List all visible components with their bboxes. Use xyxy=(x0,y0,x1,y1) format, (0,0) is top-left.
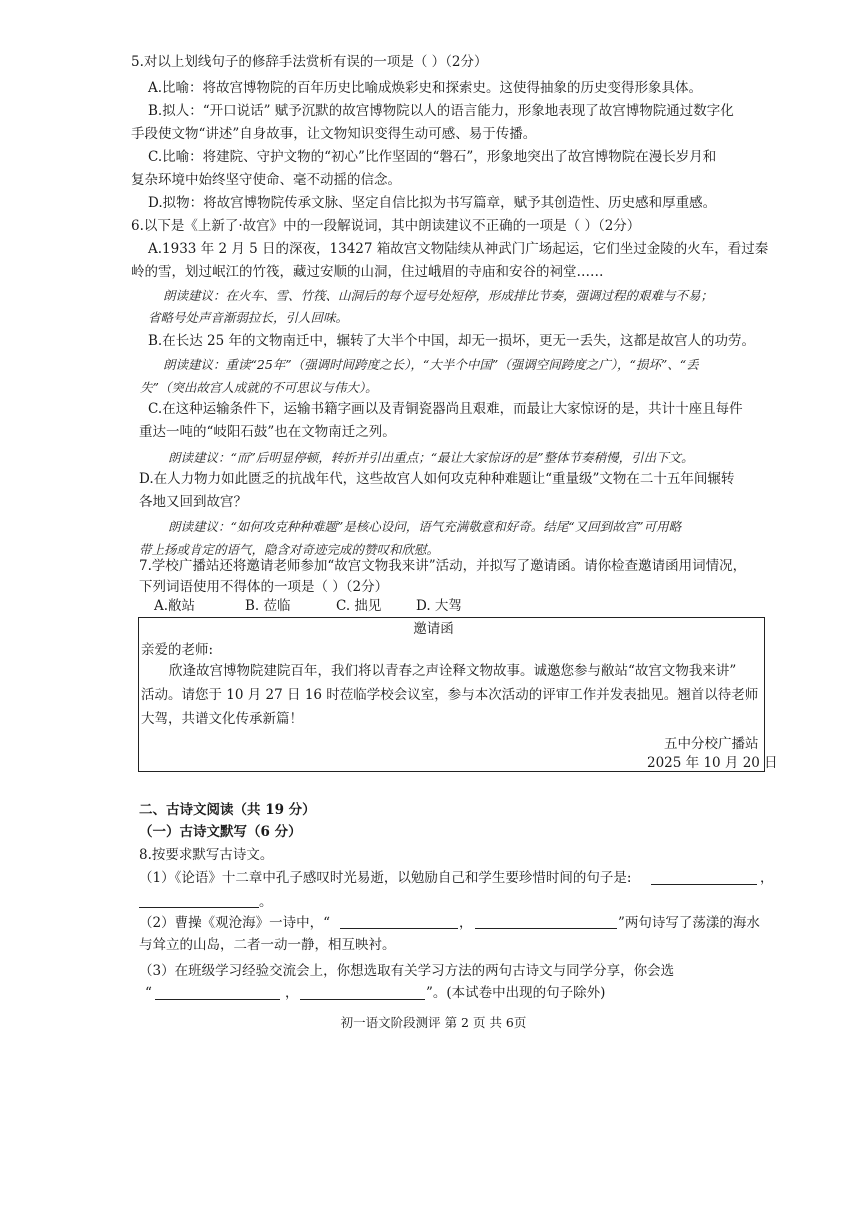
invitation-body-line1: 欣逢故宫博物院建院百年，我们将以青春之声诠释文物故事。诚邀您参与敝站“故宫文物我来讲” xyxy=(169,663,737,679)
q8-part1-text: （1）《论语》十二章中孔子感叹时光易逝，以勉励自己和学生要珍惜时间的句子是: xyxy=(139,870,632,886)
q8-part1-blank-2[interactable] xyxy=(139,893,259,908)
q5-option-d: D.拟物：将故宫博物院传承文脉、坚定自信比拟为书写篇章，赋予其创造性、历史感和厚重感。 xyxy=(148,195,717,211)
q6-stem: 6.以下是《上新了·故宫》中的一段解说词，其中朗读建议不正确的一项是（ ）（2分） xyxy=(131,218,641,234)
q8-part3-tail: ”。(本试卷中出现的句子除外) xyxy=(426,985,606,1001)
invitation-date: 2025 年 10 月 20 日 xyxy=(647,755,778,771)
q6-option-a-tip-line2: 省略号处声音渐弱拉长，引人回味。 xyxy=(148,310,349,325)
q6-option-b-tip-line2: 失”（突出故宫人成就的不可思议与伟大）。 xyxy=(140,380,378,395)
q8-part2-comma: ， xyxy=(459,915,473,931)
q6-option-c-line2: 重达一吨的“岐阳石鼓”也在文物南迁之列。 xyxy=(139,424,396,440)
q8-part3-line1: （3）在班级学习经验交流会上，你想选取有关学习方法的两句古诗文与同学分享，你会选 xyxy=(139,963,675,979)
q6-option-d-line1: D.在人力物力如此匮乏的抗战年代，这些故宫人如何攻克种种难题让“重量级”文物在二十五年间辗转 xyxy=(139,471,735,487)
q8-part1-comma: ， xyxy=(760,870,774,886)
q5-option-c-line2: 复杂环境中始终坚守使命、毫不动摇的信念。 xyxy=(131,172,401,188)
q5-stem: 5.对以上划线句子的修辞手法赏析有误的一项是（ ）（2分） xyxy=(131,54,488,70)
q8-part3-blank-1[interactable] xyxy=(155,985,280,1000)
q8-part2-tail: ”两句诗写了荡漾的海水 xyxy=(618,915,760,931)
q8-part2-blank-1[interactable] xyxy=(340,914,458,929)
q8-part1-period: 。 xyxy=(259,894,273,910)
q8-part1-blank-1[interactable] xyxy=(651,870,757,885)
invitation-signature: 五中分校广播站 xyxy=(664,736,759,752)
q7-stem-line1: 7.学校广播站还将邀请老师参加“故宫文物我来讲”活动，并拟写了邀请函。请你检查邀请函用词情况， xyxy=(139,558,747,574)
q6-option-d-tip-line1: 朗读建议：“如何攻克种种难题”是核心设问，语气充满敬意和好奇。结尾“又回到故宫”可用略 xyxy=(168,519,682,534)
q6-option-d-line2: 各地又回到故宫？ xyxy=(139,494,247,510)
q6-option-c-tip: 朗读建议：“而”后明显停顿，转折并引出重点；“最让大家惊讶的是”整体节奏稍慢，引出下文。 xyxy=(168,450,694,465)
q5-option-a: A.比喻：将故宫博物院的百年历史比喻成焕彩史和探索史。这使得抽象的历史变得形象具体。 xyxy=(148,80,703,96)
q6-option-c-line1: C.在这种运输条件下，运输书籍字画以及青铜瓷器尚且艰难，而最让大家惊讶的是，共计十座且每件 xyxy=(148,401,743,417)
invitation-body-line2: 活动。请您于 10 月 27 日 16 时莅临学校会议室，参与本次活动的评审工作并发表拙见。翘首以待老师 xyxy=(141,687,759,703)
q8-part1 xyxy=(139,869,631,887)
invitation-greeting: 亲爱的老师: xyxy=(141,642,214,658)
q8-part2-blank-2[interactable] xyxy=(475,914,617,929)
q8-part3-blank-2[interactable] xyxy=(300,985,425,1000)
q7-option-c: C. 拙见 xyxy=(336,598,382,614)
q8-part2-line2: 与耸立的山岛，二者一动一静，相互映衬。 xyxy=(139,937,396,953)
q7-option-b: B. 莅临 xyxy=(245,598,291,614)
q8-part3-open-quote: “ xyxy=(145,985,152,1001)
invitation-title: 邀请函 xyxy=(413,621,454,637)
q6-option-b-tip-line1: 朗读建议：重读“25年”（强调时间跨度之长），“大半个中国”（强调空间跨度之广），“损坏”、“丢 xyxy=(163,357,699,372)
page-footer: 初一语文阶段测评 第 2 页 共 6页 xyxy=(340,1015,527,1030)
q6-option-d-tip-line2: 带上扬或肯定的语气，隐含对奇迹完成的赞叹和欣慰。 xyxy=(139,542,440,557)
section2-title: 二、古诗文阅读（共 19 分） xyxy=(139,802,316,818)
q5-option-c-line1: C.比喻：将建院、守护文物的“初心”比作坚固的“磐石”，形象地突出了故宫博物院在漫长岁月和 xyxy=(148,149,717,165)
q5-option-b-line2: 手段使文物“讲述”自身故事，让文物知识变得生动可感、易于传播。 xyxy=(131,126,537,142)
q6-option-b: B.在长达 25 年的文物南迁中，辗转了大半个中国，却无一损坏，更无一丢失，这都是故宫人的功劳。 xyxy=(148,333,755,349)
q6-option-a-line1: A.1933 年 2 月 5 日的深夜，13427 箱故宫文物陆续从神武门广场起运，它们坐过金陵的火车，看过秦 xyxy=(148,241,769,257)
invitation-body-line3: 大驾，共谱文化传承新篇！ xyxy=(141,711,303,727)
section2-subtitle: （一）古诗文默写（6 分） xyxy=(139,824,302,840)
q6-option-a-tip-line1: 朗读建议：在火车、雪、竹筏、山洞后的每个逗号处短停，形成排比节奏，强调过程的艰难与不易； xyxy=(163,288,714,303)
q5-option-b-line1: B.拟人：“开口说话” 赋予沉默的故宫博物院以人的语言能力，形象地表现了故宫博物院通过数字化 xyxy=(148,103,734,119)
q8-stem: 8.按要求默写古诗文。 xyxy=(139,847,274,863)
q6-option-a-line2: 岭的雪，划过岷江的竹筏，藏过安顺的山洞，住过峨眉的寺庙和安谷的祠堂…… xyxy=(131,264,604,280)
q7-option-a: A.敝站 xyxy=(154,598,196,614)
q8-part3-comma: ， xyxy=(285,985,299,1001)
q7-option-d: D. 大驾 xyxy=(416,598,462,614)
q8-part2-lead: （2）曹操《观沧海》一诗中，“ xyxy=(139,915,330,931)
q7-stem-line2: 下列词语使用不得体的一项是（ ）（2分） xyxy=(139,579,389,595)
